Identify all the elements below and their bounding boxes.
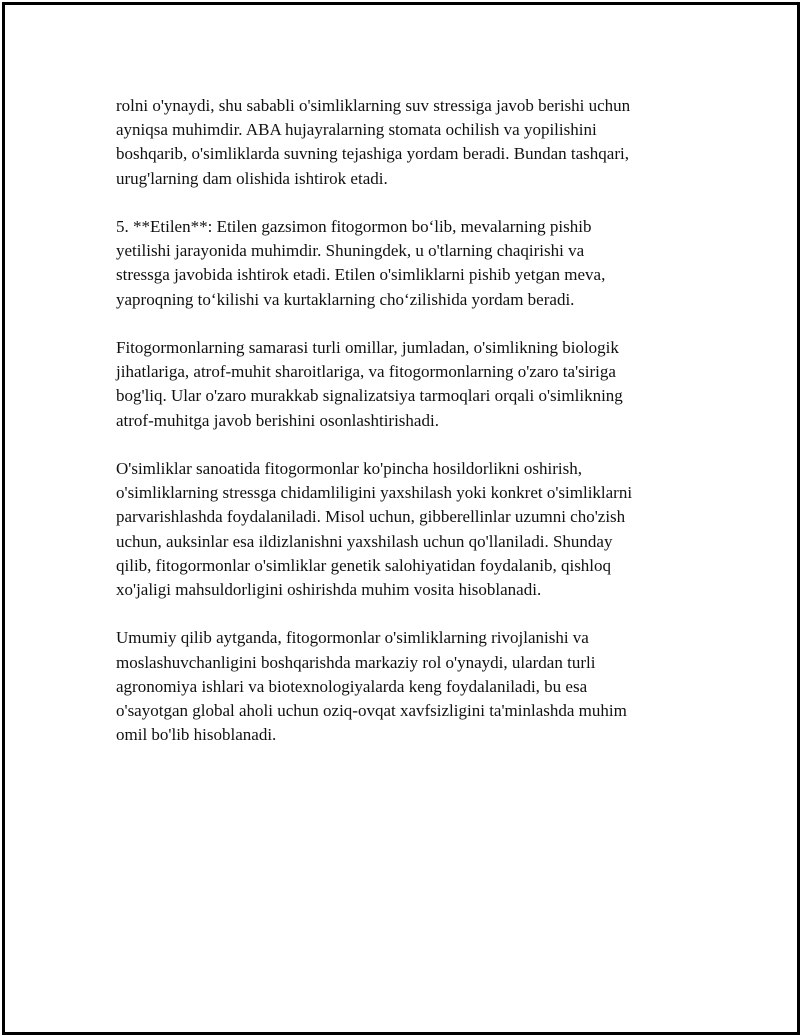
text-line: Fitogormonlarning samarasi turli omillar, jumladan, o'simlikning biologik	[116, 338, 619, 357]
text-line: qilib, fitogormonlar o'simliklar genetik salohiyatidan foydalanib, qishloq	[116, 555, 612, 575]
text-line: yaproqning to‘kilishi va kurtaklarning cho‘zilishida yordam beradi.	[116, 289, 575, 309]
paragraph-sanoat	[116, 457, 696, 602]
text-line: parvarishlashda foydalaniladi. Misol uchun, gibberellinlar uzumni cho'zish	[116, 507, 626, 527]
text-line: boshqarib, o'simliklarda suvning tejashiga yordam beradi. Bundan tashqari,	[116, 144, 629, 164]
text-line: stressga javobida ishtirok etadi. Etilen o'simliklarni pishib yetgan meva,	[116, 265, 606, 285]
paragraph-etilen	[116, 215, 696, 312]
paragraph-fitogormon-samarasi	[116, 336, 696, 433]
text-line: ayniqsa muhimdir. ABA hujayralarning stomata ochilish va yopilishini	[116, 120, 597, 140]
text-line: agronomiya ishlari va biotexnologiyalarda keng foydalaniladi, bu esa	[116, 676, 588, 696]
text-line: moslashuvchanligini boshqarishda markaziy rol o'ynaydi, ulardan turli	[116, 652, 596, 672]
text-line: yetilishi jarayonida muhimdir. Shuningdek, u o'tlarning chaqirishi va	[116, 241, 585, 261]
paragraph-xulosa	[116, 626, 696, 747]
document-body	[116, 94, 696, 772]
text-line: atrof-muhitga javob berishini osonlashtirishadi.	[116, 410, 439, 430]
text-line: 5. **Etilen**: Etilen gazsimon fitogormon bo‘lib, mevalarning pishib	[116, 217, 592, 236]
text-line: urug'larning dam olishida ishtirok etadi.	[116, 168, 388, 188]
text-line: Umumiy qilib aytganda, fitogormonlar o'simliklarning rivojlanishi va	[116, 628, 589, 648]
text-line: rolni o'ynaydi, shu sababli o'simliklarning suv stressiga javob berishi uchun	[116, 96, 631, 115]
text-line: o'sayotgan global aholi uchun oziq-ovqat xavfsizligini ta'minlashda muhim	[116, 701, 627, 721]
text-line: uchun, auksinlar esa ildizlanishni yaxshilash uchun qo'llaniladi. Shunday	[116, 531, 613, 551]
text-line: o'simliklarning stressga chidamliligini yaxshilash yoki konkret o'simliklarni	[116, 483, 633, 503]
text-line: omil bo'lib hisoblanadi.	[116, 725, 277, 745]
text-line: xo'jaligi mahsuldorligini oshirishda muhim vosita hisoblanadi.	[116, 580, 542, 600]
text-line: jihatlariga, atrof-muhit sharoitlariga, va fitogormonlarning o'zaro ta'siriga	[116, 362, 616, 382]
text-line: O'simliklar sanoatida fitogormonlar ko'pincha hosildorlikni oshirish,	[116, 459, 583, 478]
paragraph-aba-continuation	[116, 94, 696, 191]
text-line: bog'liq. Ular o'zaro murakkab signalizatsiya tarmoqlari orqali o'simlikning	[116, 386, 623, 406]
